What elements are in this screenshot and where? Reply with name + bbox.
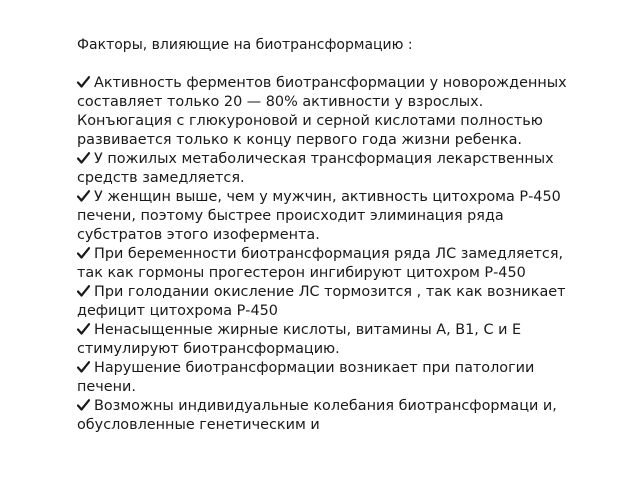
list-item-text: Нарушение биотрансформации возникает при патологии печени. xyxy=(77,360,535,395)
checkmark-icon xyxy=(77,247,90,259)
list-item-text: При беременности биотрансформация ряда ЛС замедляется, так как гормоны прогестерон ингибируют цитохром Р-450 xyxy=(77,246,564,281)
list-item xyxy=(77,397,582,435)
list-item xyxy=(77,150,582,188)
slide-heading: Факторы, влияющие на биотрансформацию : xyxy=(77,37,413,53)
list-item-text: У пожилых метаболическая трансформация лекарственных средств замедляется. xyxy=(77,151,554,186)
checkmark-icon xyxy=(77,361,90,373)
list-item xyxy=(77,283,582,321)
checkmark-icon xyxy=(77,323,90,335)
checkmark-icon xyxy=(77,152,90,164)
list-item xyxy=(77,359,582,397)
checkmark-icon xyxy=(77,285,90,297)
factor-list xyxy=(77,74,582,435)
checkmark-icon xyxy=(77,190,90,202)
list-item-text: Ненасыщенные жирные кислоты, витамины А, В1, С и Е стимулируют биотрансформацию. xyxy=(77,322,522,357)
list-item-text: Возможны индивидуальные колебания биотрансформаци и, обусловленные генетическим и xyxy=(77,398,557,433)
list-item xyxy=(77,245,582,283)
list-item xyxy=(77,188,582,245)
list-item xyxy=(77,321,582,359)
list-item-text: Активность ферментов биотрансформации у новорожденных составляет только 20 — 80% активности у взрослых. Конъюгация с глюкуроновой и серной кислотами полностью развивается только к концу первого года жизни ребенка. xyxy=(77,75,567,148)
list-item xyxy=(77,74,582,150)
list-item-text: У женщин выше, чем у мужчин, активность цитохрома Р-450 печени, поэтому быстрее происходит элиминация ряда субстратов этого изофермента. xyxy=(77,189,561,243)
checkmark-icon xyxy=(77,399,90,411)
list-item-text: При голодании окисление ЛС тормозится , так как возникает дефицит цитохрома Р-450 xyxy=(77,284,566,319)
checkmark-icon xyxy=(77,76,90,88)
